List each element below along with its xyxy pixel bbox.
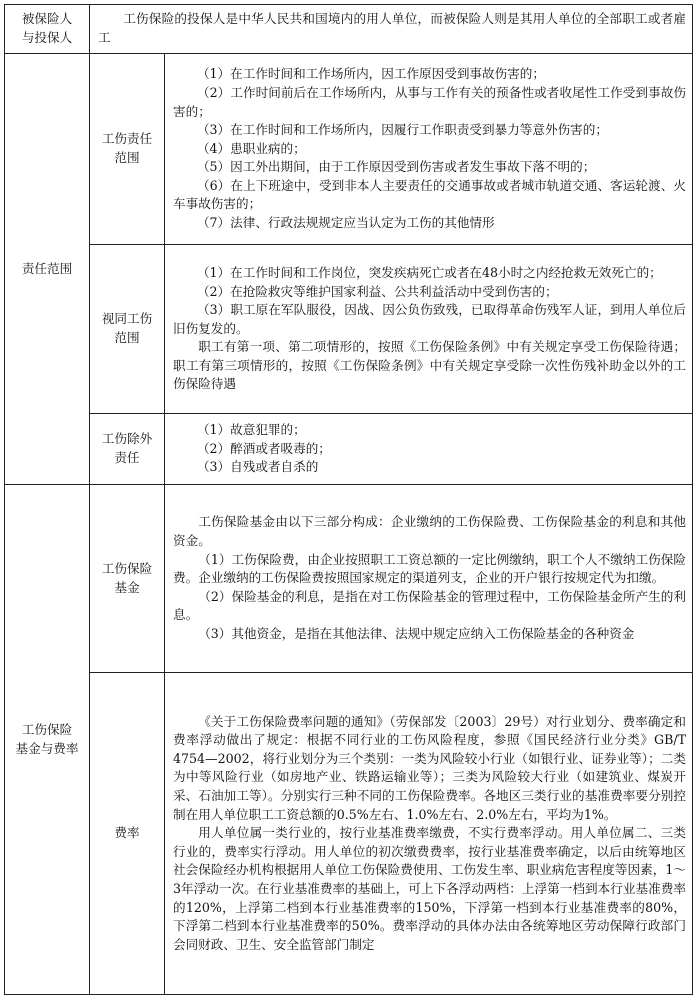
label-fund-rate	[5, 485, 90, 995]
label-fund	[90, 485, 165, 673]
work-injury-content	[165, 54, 693, 245]
work-injury-item-1: （1）在工作时间和工作场所内，因工作原因受到事故伤害的；	[196, 66, 545, 82]
work-injury-item-7: （7）法律、行政法规规定应当认定为工伤的其他情形	[196, 215, 495, 231]
row-fund	[5, 485, 693, 673]
label-work-injury	[90, 54, 165, 245]
label-deemed-injury	[90, 245, 165, 414]
work-injury-item-2: （2）工作时间前后在工作场所内，从事与工作有关的预备性或者收尾性工作受到事故伤害的；	[173, 84, 686, 119]
fund-para-2: （1）工伤保险费，由企业按照职工工资总额的一定比例缴纳，职工个人不缴纳工伤保险费。企业缴纳的工伤保险费按照国家规定的渠道列支，企业的开户银行按规定代为扣缴。	[173, 551, 686, 586]
rate-content	[165, 673, 693, 995]
exclusion-item-2: （2）醉酒或者吸毒的；	[196, 440, 331, 456]
label-deemed-injury-line2: 范围	[114, 330, 140, 345]
row-exclusion	[5, 414, 693, 485]
fund-para-4: （3）其他资金，是指在其他法律、法规中规定应纳入工伤保险基金的各种资金	[198, 625, 635, 641]
label-fund-line1: 工伤保险	[101, 560, 153, 576]
work-injury-item-4: （4）患职业病的；	[196, 140, 306, 156]
label-fund-rate-line1: 工伤保险	[21, 721, 73, 737]
row-insured	[5, 5, 693, 54]
row-work-injury	[5, 54, 693, 245]
label-scope: 责任范围	[5, 54, 90, 485]
deemed-injury-item-1: （1）在工作时间和工作岗位，突发疾病死亡或者在48小时之内经抢救无效死亡的；	[196, 264, 662, 280]
row-deemed-injury	[5, 245, 693, 414]
deemed-injury-item-3: （3）职工原在军队服役，因战、因公负伤致残，已取得革命伤残军人证，到用人单位后旧伤复发的。	[173, 302, 686, 336]
exclusion-content	[165, 414, 693, 485]
fund-para-1: 工伤保险基金由以下三部分构成：企业缴纳的工伤保险费、工伤保险基金的利息和其他资金。	[173, 514, 686, 549]
label-exclusion-line1: 工伤除外	[101, 431, 153, 447]
label-fund-line2: 基金	[114, 579, 140, 595]
label-insured	[5, 5, 90, 54]
deemed-injury-note: 职工有第一项、第二项情形的，按照《工伤保险条例》中有关规定享受工伤保险待遇；职工有第三项情形的，按照《工伤保险条例》中有关规定享受除一次性伤残补助金以外的工伤保险待遇	[173, 339, 686, 392]
fund-para-3: （2）保险基金的利息，是指在对工伤保险基金的管理过程中，工伤保险基金所产生的利息。	[173, 588, 686, 623]
label-insured-line1: 被保险人	[21, 11, 73, 27]
label-exclusion	[90, 414, 165, 485]
work-injury-item-6: （6）在上下班途中，受到非本人主要责任的交通事故或者城市轨道交通、客运轮渡、火车事故伤害的；	[173, 177, 686, 212]
work-injury-item-3: （3）在工作时间和工作场所内，因履行工作职责受到暴力等意外伤害的；	[196, 122, 608, 138]
rate-para-1: 《关于工伤保险费率问题的通知》（劳保部发〔2003〕29号）对行业划分、费率确定和费率浮动做出了规定：根据不同行业的工伤风险程度，参照《国民经济行业分类》GB/T 4754—2002，将行业划分为三个类别：一类为风险较小行业（如银行业、证券业等）；二类为中等风险行业（如房地产业、铁路运输业等）；三类为风险较大行业（如建筑业、煤炭开采、石油加工等）。分别实行三种不同的工伤保险费率。各地区三类行业的基准费率要分别控制在用人单位职工工资总额的0.5%左右、1.0%左右、2.0%左右，平均为1%。	[173, 713, 686, 822]
label-exclusion-line2: 责任	[114, 450, 140, 465]
deemed-injury-content	[165, 245, 693, 414]
row-rate	[5, 673, 693, 995]
label-deemed-injury-line1: 视同工伤	[101, 311, 153, 327]
label-rate: 费率	[90, 673, 165, 995]
deemed-injury-item-2: （2）在抢险救灾等维护国家利益、公共利益活动中受到伤害的；	[196, 283, 558, 299]
exclusion-item-1: （1）故意犯罪的；	[196, 422, 306, 438]
insured-text-cell	[90, 5, 693, 54]
label-insured-line2: 与投保人	[21, 30, 73, 45]
label-work-injury-line1: 工伤责任	[101, 131, 153, 147]
insurance-table	[4, 4, 693, 995]
work-injury-item-5: （5）因工外出期间，由于工作原因受到伤害或者发生事故下落不明的；	[196, 159, 596, 175]
label-fund-rate-line2: 基金与费率	[15, 740, 79, 756]
insured-text: 工伤保险的投保人是中华人民共和国境内的用人单位，而被保险人则是其用人单位的全部职工或者雇工	[98, 11, 686, 45]
exclusion-item-3: （3）自残或者自杀的	[196, 459, 319, 475]
fund-content	[165, 485, 693, 673]
label-work-injury-line2: 范围	[114, 150, 140, 165]
rate-para-2: 用人单位属一类行业的，按行业基准费率缴费，不实行费率浮动。用人单位属二、三类行业的，费率实行浮动。用人单位的初次缴费费率，按行业基准费率确定，以后由统筹地区社会保险经办机构根据用人单位工伤保险费使用、工伤发生率、职业病危害程度等因素，1～3年浮动一次。在行业基准费率的基础上，可上下各浮动两档：上浮第一档到本行业基准费率的120%，上浮第二档到本行业基准费率的150%，下浮第一档到本行业基准费率的80%，下浮第二档到本行业基准费率的50%。费率浮动的具体办法由各统筹地区劳动保障行政部门会同财政、卫生、安全监管部门制定	[173, 825, 686, 952]
